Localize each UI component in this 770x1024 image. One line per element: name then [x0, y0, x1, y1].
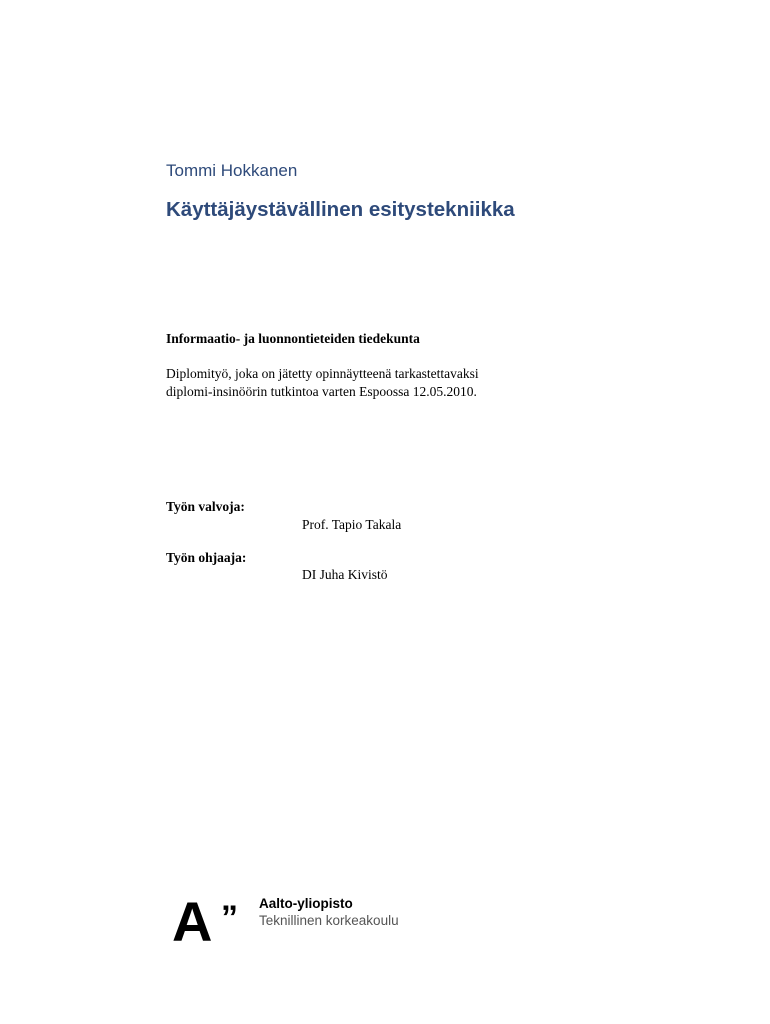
university-name: Aalto-yliopisto: [259, 896, 353, 911]
thesis-description: [166, 365, 479, 401]
logo-quote-mark: ”: [221, 899, 238, 937]
aalto-logo-icon: [172, 893, 252, 945]
author-name: Tommi Hokkanen: [166, 161, 298, 180]
faculty-name: Informaatio- ja luonnontieteiden tiedekunta: [166, 331, 420, 346]
school-name: Teknillinen korkeakoulu: [259, 913, 399, 928]
description-line-1: Diplomityö, joka on jätetty opinnäytteenä tarkastettavaksi: [166, 366, 479, 381]
supervisor-name: Prof. Tapio Takala: [302, 517, 402, 532]
thesis-title: Käyttäjäystävällinen esitystekniikka: [166, 198, 515, 221]
supervisor-label: Työn valvoja:: [166, 499, 245, 514]
logo-text: [259, 895, 399, 929]
instructor-name: DI Juha Kivistö: [302, 567, 388, 582]
logo-letter: A: [172, 893, 213, 945]
description-line-2: diplomi-insinöörin tutkintoa varten Espoossa 12.05.2010.: [166, 384, 477, 399]
instructor-label: Työn ohjaaja:: [166, 550, 247, 565]
